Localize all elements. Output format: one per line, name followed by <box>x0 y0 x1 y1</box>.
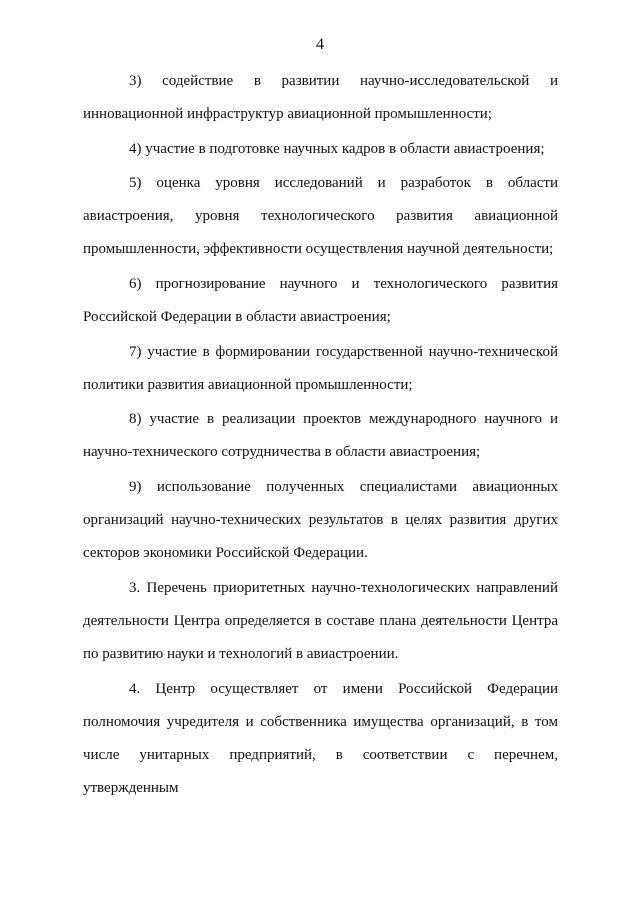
page-number: 4 <box>316 36 324 53</box>
paragraph-item-6: 6) прогнозирование научного и технологического развития Российской Федерации в области авиастроения; <box>83 276 558 326</box>
paragraph-section-4: 4. Центр осуществляет от имени Российской Федерации полномочия учредителя и собственника имущества организаций, в том числе унитарных предприятий, в соответствии с перечнем, утвержденным <box>83 680 558 796</box>
paragraph-item-8: 8) участие в реализации проектов международного научного и научно-технического сотрудничества в области авиастроения; <box>83 411 558 461</box>
paragraph-item-3: 3) содействие в развитии научно-исследовательской и инновационной инфраструктур авиационной промышленности; <box>83 73 558 122</box>
document-body <box>83 65 558 806</box>
paragraph-item-5: 5) оценка уровня исследований и разработок в области авиастроения, уровня технологического развития авиационной промышленности, эффективности осуществления научной деятельности; <box>83 175 558 258</box>
paragraph-section-3: 3. Перечень приоритетных научно-технологических направлений деятельности Центра определяется в составе плана деятельности Центра по развитию науки и технологий в авиастроении. <box>83 579 558 662</box>
paragraph-item-4: 4) участие в подготовке научных кадров в области авиастроения; <box>129 140 545 157</box>
paragraph-item-7: 7) участие в формировании государственной научно-технической политики развития авиационной промышленности; <box>83 343 558 393</box>
paragraph-item-9: 9) использование полученных специалистами авиационных организаций научно-технических результатов в целях развития других секторов экономики Российской Федерации. <box>83 479 558 562</box>
